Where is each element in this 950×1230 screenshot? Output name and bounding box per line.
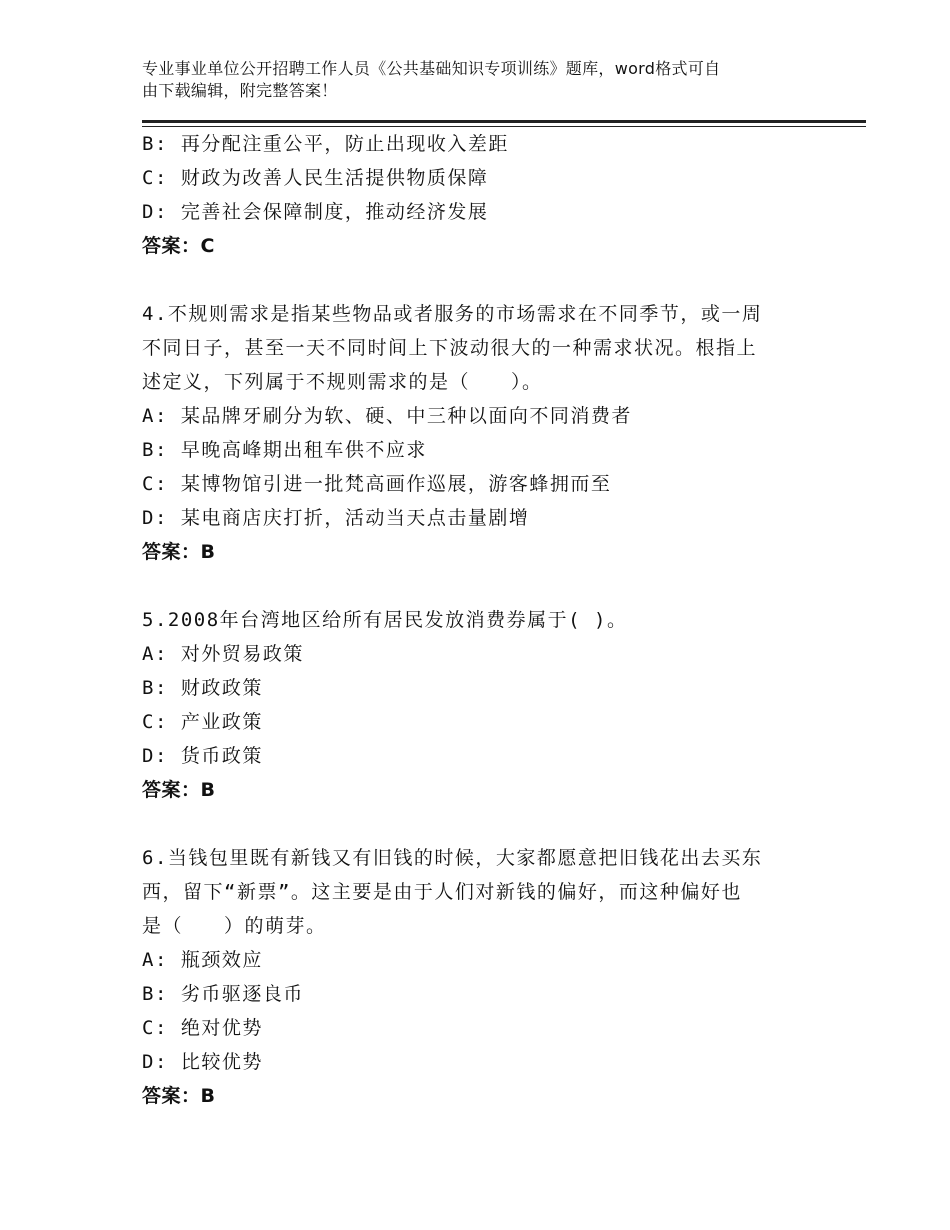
answer-label: 答案： [142, 779, 201, 801]
question-list [142, 127, 832, 1113]
q6-stem-line-3: 是（ ）的萌芽。 [142, 915, 327, 937]
q4-stem-line-2: 不同日子，甚至一天不同时间上下波动很大的一种需求状况。根指上 [142, 337, 758, 359]
q3-answer [142, 229, 832, 263]
answer-value: C [200, 235, 215, 257]
header-divider-thick [142, 120, 866, 123]
header-line-2: 由下载编辑，附完整答案！ [142, 81, 338, 100]
q4-option-c: C: 某博物馆引进一批梵高画作巡展，游客蜂拥而至 [142, 473, 612, 495]
answer-value: B [200, 541, 216, 563]
question-4 [142, 297, 832, 569]
q6-answer [142, 1079, 832, 1113]
q6-option-d: D: 比较优势 [142, 1051, 263, 1073]
question-3-tail [142, 127, 832, 263]
q6-stem-line-1: 6.当钱包里既有新钱又有旧钱的时候，大家都愿意把旧钱花出去买东 [142, 847, 763, 869]
question-6 [142, 841, 832, 1113]
answer-value: B [200, 1085, 216, 1107]
q3-option-c: C: 财政为改善人民生活提供物质保障 [142, 167, 489, 189]
question-5 [142, 603, 832, 807]
spacer [142, 569, 832, 603]
q3-option-b: B: 再分配注重公平，防止出现收入差距 [142, 133, 509, 155]
q5-option-b: B: 财政政策 [142, 677, 263, 699]
q5-stem-line-1: 5.2008年台湾地区给所有居民发放消费券属于( )。 [142, 609, 628, 631]
q4-option-b: B: 早晚高峰期出租车供不应求 [142, 439, 427, 461]
q4-stem-line-3: 述定义，下列属于不规则需求的是（ ）。 [142, 371, 543, 393]
spacer [142, 263, 832, 297]
q3-option-d: D: 完善社会保障制度，推动经济发展 [142, 201, 489, 223]
q5-option-c: C: 产业政策 [142, 711, 263, 733]
document-header [142, 58, 802, 102]
q5-answer [142, 773, 832, 807]
answer-label: 答案： [142, 1085, 201, 1107]
q5-option-d: D: 货币政策 [142, 745, 263, 767]
answer-value: B [200, 779, 216, 801]
answer-label: 答案： [142, 541, 201, 563]
header-line-1: 专业事业单位公开招聘工作人员《公共基础知识专项训练》题库，word格式可自 [142, 59, 721, 78]
spacer [142, 807, 832, 841]
answer-label: 答案： [142, 235, 201, 257]
q4-stem-line-1: 4.不规则需求是指某些物品或者服务的市场需求在不同季节，或一周 [142, 303, 763, 325]
q6-option-c: C: 绝对优势 [142, 1017, 263, 1039]
q4-answer [142, 535, 832, 569]
q5-option-a: A: 对外贸易政策 [142, 643, 304, 665]
q6-option-b: B: 劣币驱逐良币 [142, 983, 304, 1005]
q6-stem-line-2: 西，留下“新票”。这主要是由于人们对新钱的偏好，而这种偏好也 [142, 881, 742, 903]
q4-option-d: D: 某电商店庆打折，活动当天点击量剧增 [142, 507, 530, 529]
q4-option-a: A: 某品牌牙刷分为软、硬、中三种以面向不同消费者 [142, 405, 632, 427]
q6-option-a: A: 瓶颈效应 [142, 949, 263, 971]
